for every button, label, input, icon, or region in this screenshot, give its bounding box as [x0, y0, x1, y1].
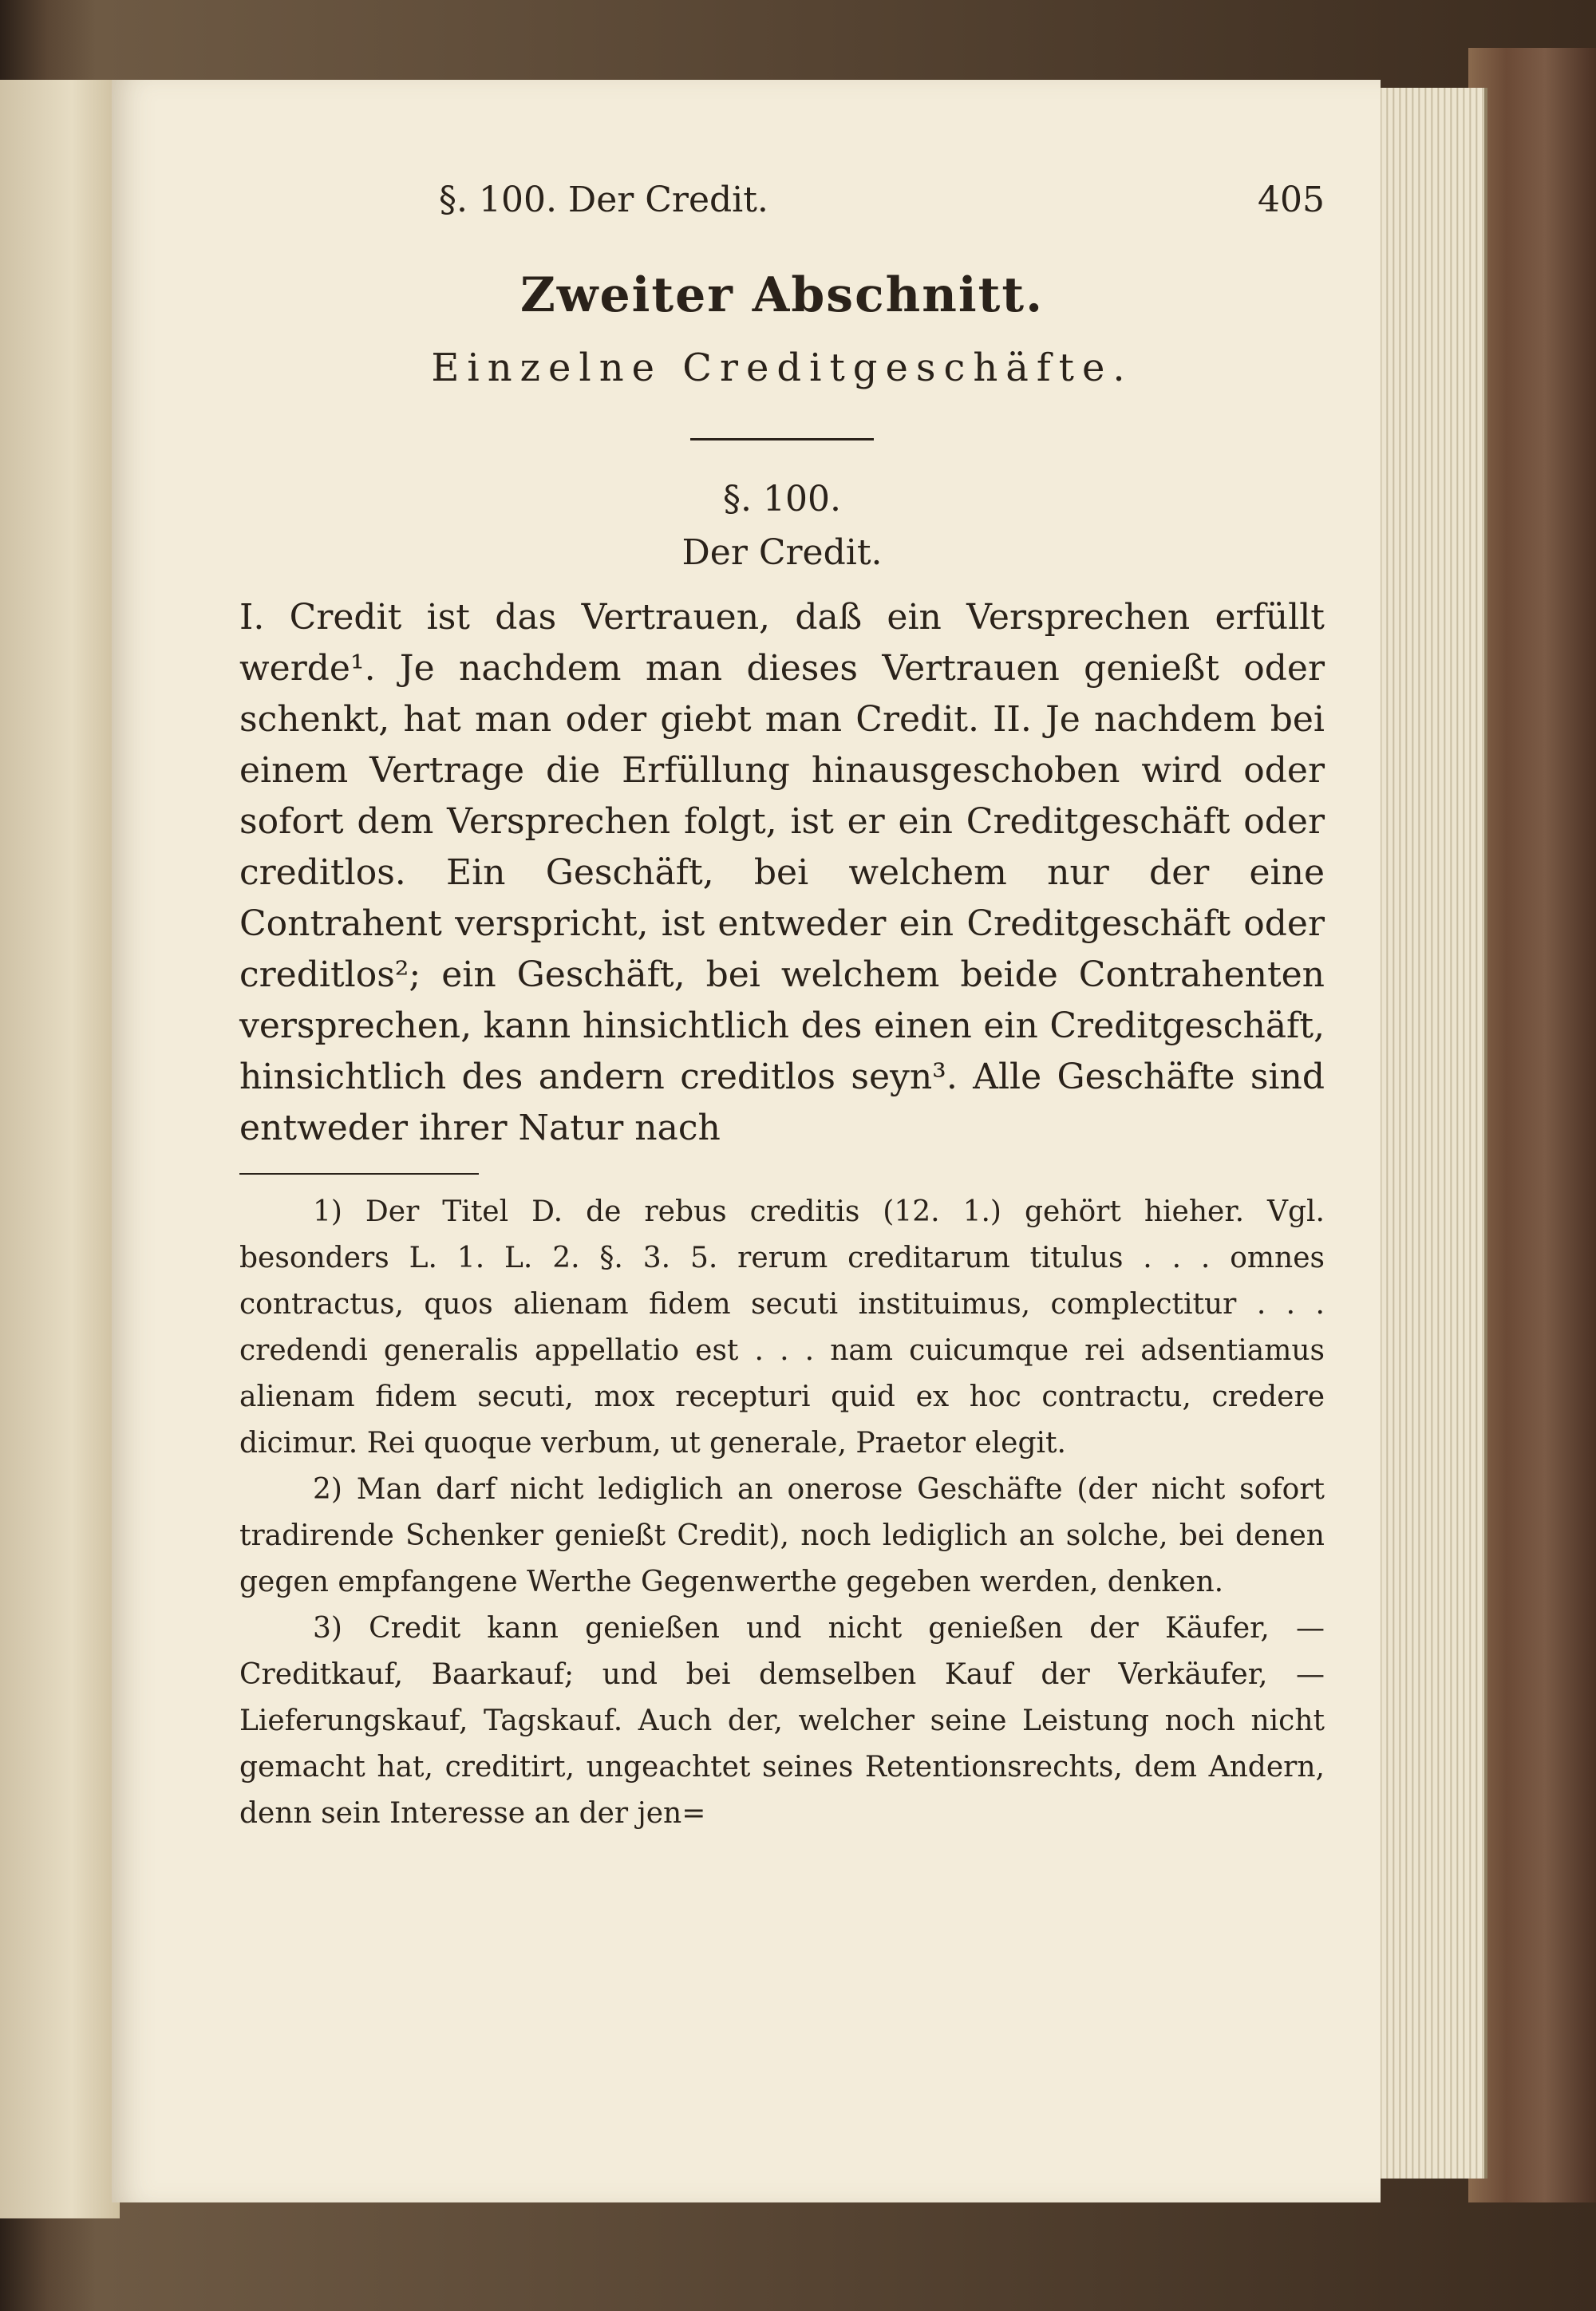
left-page-edge [0, 80, 120, 2218]
section-number: §. 100. [723, 479, 841, 519]
footnote-3: 3) Credit kann genießen und nicht genießen der Käufer, — Creditkauf, Baarkauf; und bei demselben Kauf der Verkäufer, — Lieferungskauf, Tagskauf. Auch der, welcher seine Leistung noch nicht gemacht hat, creditirt, ungeachtet seines Retentionsrechts, dem Andern, denn sein Interesse an der jen= [239, 1612, 1325, 1830]
part-title: Zweiter Abschnitt. [520, 267, 1044, 323]
page-content [239, 180, 1325, 1837]
footnote-divider [239, 1173, 479, 1175]
book-cover-edge [1468, 48, 1596, 2202]
running-title: §. 100. Der Credit. [439, 180, 768, 220]
section-divider [690, 438, 874, 440]
book-page [112, 80, 1381, 2202]
body-paragraph: I. Credit ist das Vertrauen, daß ein Versprechen erfüllt werde¹. Je nachdem man dieses Vertrauen genießt oder schenkt, hat man oder giebt man Credit. II. Je nachdem bei einem Vertrage die Erfüllung hinausgeschoben wird oder sofort dem Versprechen folgt, ist er ein Creditgeschäft oder creditlos. Ein Geschäft, bei welchem nur der eine Contrahent verspricht, ist entweder ein Creditgeschäft oder creditlos²; ein Geschäft, bei welchem beide Contrahenten versprechen, kann hinsichtlich des einen ein Creditgeschäft, hinsichtlich des andern creditlos seyn³. Alle Geschäfte sind entweder ihrer Natur nach [239, 597, 1325, 1148]
part-subtitle: Einzelne Creditgeschäfte. [431, 346, 1133, 390]
footnote-1: 1) Der Titel D. de rebus creditis (12. 1.) gehört hieher. Vgl. besonders L. 1. L. 2. §. 3. 5. rerum creditarum titulus . . . omnes contractus, quos alienam fidem secuti instituimus, complectitur . . . credendi generalis appellatio est . . . nam cuicumque rei adsentiamus alienam fidem secuti, mox recepturi quid ex hoc contractu, credere dicimur. Rei quoque verbum, ut generale, Praetor elegit. [239, 1195, 1325, 1460]
footnotes [239, 1189, 1325, 1837]
footnote-2: 2) Man darf nicht lediglich an onerose Geschäfte (der nicht sofort tradirende Schenker genießt Credit), noch lediglich an solche, bei denen gegen empfangene Werthe Gegenwerthe gegeben werden, denken. [239, 1473, 1325, 1598]
section-title: Der Credit. [681, 532, 883, 573]
page-number: 405 [1258, 180, 1325, 220]
running-head [239, 180, 1325, 227]
body-text [239, 592, 1325, 1154]
